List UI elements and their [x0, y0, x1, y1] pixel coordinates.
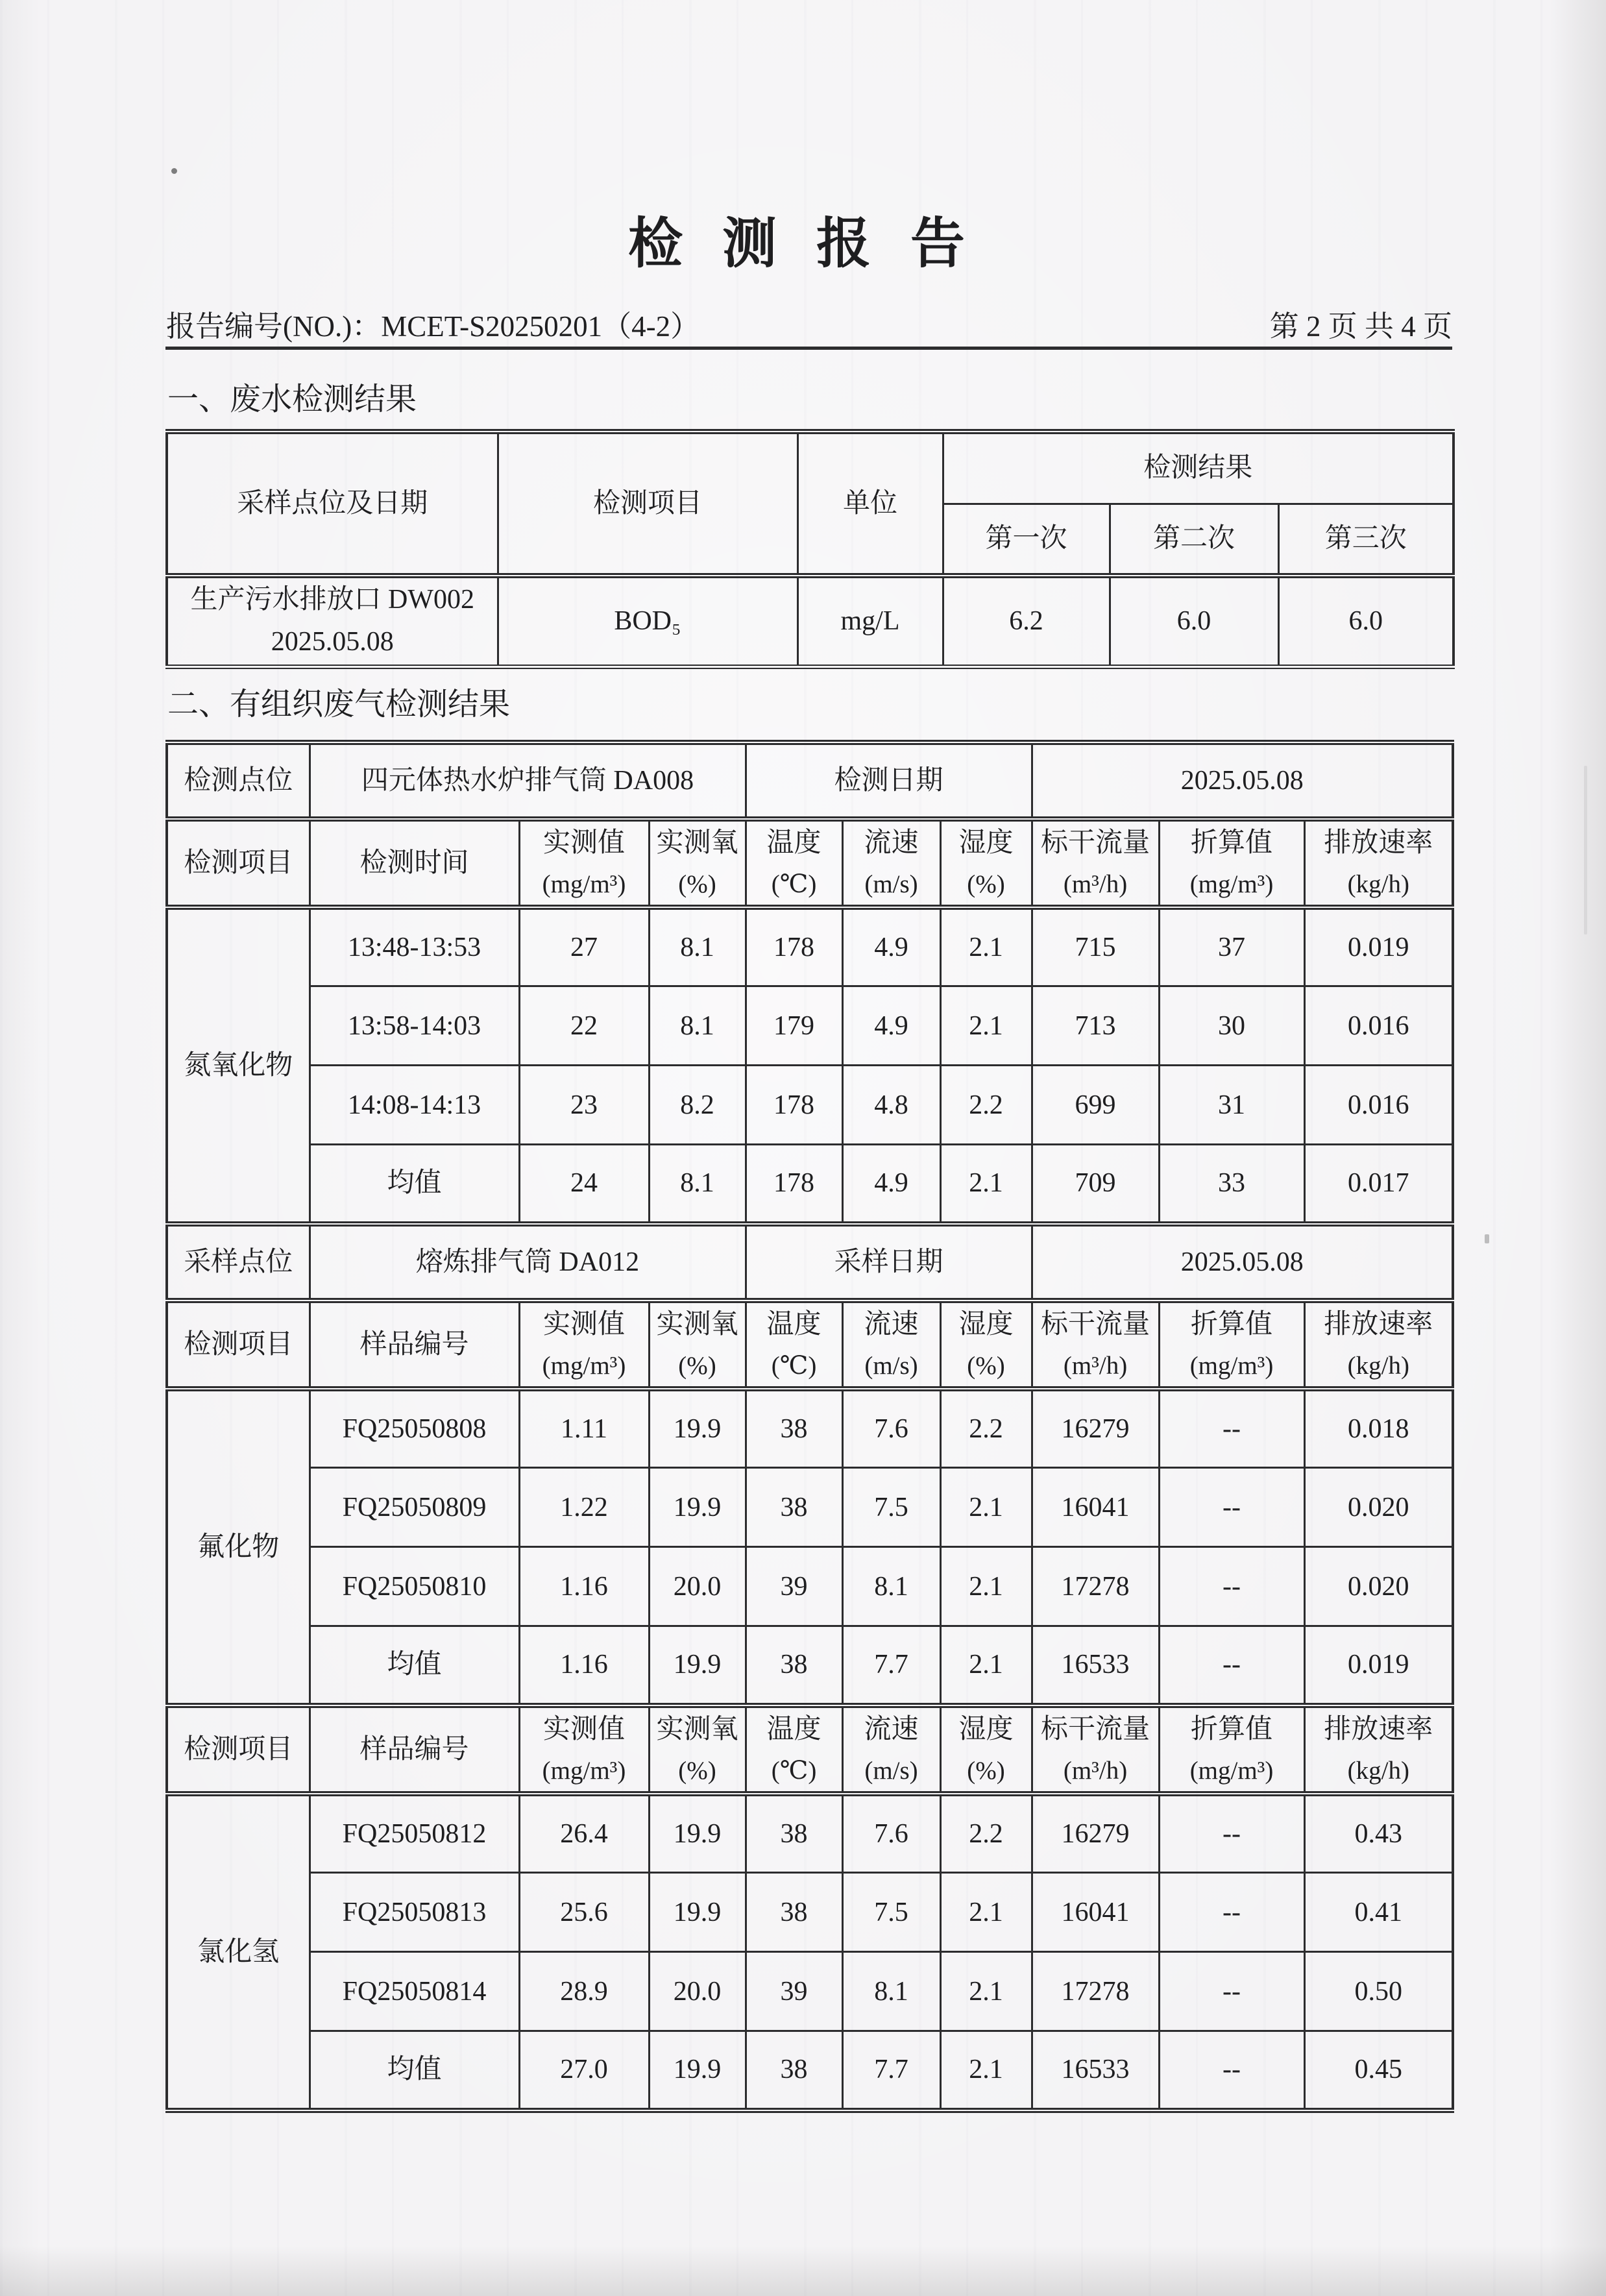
header-cell: [940, 1705, 1032, 1794]
value-cell: 26.4: [519, 1794, 649, 1873]
value-cell: 6.0: [1278, 576, 1454, 666]
table-row: [167, 1794, 1453, 1873]
date-label-cell: 检测日期: [746, 742, 1032, 819]
value-cell: 39: [746, 1952, 842, 2031]
site-info-row: [167, 742, 1453, 819]
site-value-cell: 四元体热水炉排气筒 DA008: [310, 742, 746, 819]
header-label: 流速: [864, 828, 919, 858]
wastewater-table: [165, 429, 1455, 669]
value-cell: 6.2: [943, 576, 1110, 666]
table-header-row: [167, 1705, 1453, 1794]
header-label: 排放速率: [1324, 1714, 1433, 1744]
header-unit: (mg/m³): [1189, 870, 1274, 899]
scan-streak: [1584, 766, 1587, 934]
sample-cell: FQ25050810: [310, 1547, 519, 1626]
header-unit: (℃): [771, 1352, 817, 1380]
header-label: 标干流量: [1041, 1309, 1150, 1339]
value-cell: 8.1: [842, 1952, 940, 2031]
header-label: 排放速率: [1324, 828, 1433, 858]
sample-cell: FQ25050813: [310, 1873, 519, 1952]
value-cell: 24: [519, 1145, 649, 1224]
value-cell: 2.1: [940, 1145, 1032, 1224]
value-cell: --: [1159, 1873, 1304, 1952]
value-cell: 23: [519, 1066, 649, 1145]
value-cell: 2.1: [940, 1468, 1032, 1547]
value-cell: 7.7: [842, 1626, 940, 1705]
header-label: 温度: [766, 828, 821, 858]
value-cell: 0.019: [1304, 907, 1453, 986]
header-unit: (mg/m³): [1189, 1757, 1274, 1785]
value-cell: 7.7: [842, 2031, 940, 2110]
value-cell: 27: [519, 907, 649, 986]
value-cell: 7.5: [842, 1873, 940, 1952]
value-cell: 39: [746, 1547, 842, 1626]
value-cell: 178: [746, 1066, 842, 1145]
header-cell: 单位: [797, 432, 943, 576]
header-label: 排放速率: [1324, 1309, 1433, 1339]
value-cell: 0.018: [1304, 1389, 1453, 1468]
value-cell: 19.9: [649, 1794, 746, 1873]
value-cell: 179: [746, 986, 842, 1066]
value-cell: 1.11: [519, 1389, 649, 1468]
header-label: 湿度: [958, 1309, 1014, 1339]
header-unit: (m³/h): [1063, 1757, 1128, 1785]
value-cell: 16279: [1032, 1794, 1159, 1873]
page-indicator: 第 2 页 共 4 页: [1269, 310, 1452, 343]
header-unit: (m/s): [864, 1352, 918, 1380]
item-cell: BOD₅: [498, 576, 797, 666]
report-number-value: MCET-S20250201（4-2）: [381, 310, 700, 343]
value-cell: 19.9: [649, 1468, 746, 1547]
header-label: 流速: [864, 1714, 919, 1744]
header-cell: [746, 1705, 842, 1794]
header-unit: (%): [678, 1757, 716, 1785]
date-label-cell: 采样日期: [746, 1224, 1032, 1301]
header-cell: [519, 1301, 649, 1389]
value-cell: 0.45: [1304, 2031, 1453, 2110]
value-cell: 1.16: [519, 1547, 649, 1626]
header-cell: 检测项目: [498, 432, 797, 576]
value-cell: 38: [746, 2031, 842, 2110]
header-cell: [746, 819, 842, 907]
mean-label-cell: 均值: [310, 1145, 519, 1224]
value-cell: 0.016: [1304, 986, 1453, 1066]
header-cell: 样品编号: [310, 1705, 519, 1794]
header-cell: [842, 1705, 940, 1794]
value-cell: 22: [519, 986, 649, 1066]
report-meta: [166, 302, 1452, 345]
table-row: [167, 1468, 1453, 1547]
header-cell: [649, 1705, 746, 1794]
value-cell: 8.1: [649, 986, 746, 1066]
table-row: [167, 2031, 1453, 2110]
header-cell: 检测时间: [310, 819, 519, 907]
value-cell: 715: [1032, 907, 1159, 986]
header-cell: 第二次: [1110, 504, 1278, 576]
header-cell: [1304, 1705, 1453, 1794]
header-label: 折算值: [1191, 1309, 1273, 1339]
header-cell: [940, 819, 1032, 907]
value-cell: 7.6: [842, 1794, 940, 1873]
value-cell: 2.1: [940, 1952, 1032, 2031]
time-cell: 14:08-14:13: [310, 1066, 519, 1145]
header-label: 温度: [766, 1309, 821, 1339]
pollutant-cell: 氟化物: [167, 1389, 310, 1705]
header-cell: [842, 1301, 940, 1389]
header-cell: [940, 1301, 1032, 1389]
header-cell: [1032, 1705, 1159, 1794]
section2-heading: 二、有组织废气检测结果: [167, 687, 511, 722]
header-unit: (%): [967, 1757, 1005, 1785]
value-cell: 33: [1159, 1145, 1304, 1224]
header-label: 湿度: [958, 828, 1014, 858]
section1-heading: 一、废水检测结果: [167, 382, 417, 417]
value-cell: 8.1: [842, 1547, 940, 1626]
value-cell: 713: [1032, 986, 1159, 1066]
header-unit: (mg/m³): [1189, 1352, 1274, 1380]
value-cell: 0.43: [1304, 1794, 1453, 1873]
header-label: 流速: [864, 1309, 919, 1339]
value-cell: 2.2: [940, 1794, 1032, 1873]
value-cell: 7.6: [842, 1389, 940, 1468]
table-row: [167, 1066, 1453, 1145]
report-number: [166, 302, 700, 345]
value-cell: 4.9: [842, 1145, 940, 1224]
table-row: [167, 1389, 1453, 1468]
value-cell: 16533: [1032, 1626, 1159, 1705]
value-cell: 4.8: [842, 1066, 940, 1145]
header-label: 实测氧: [656, 1714, 738, 1744]
header-cell: [1032, 819, 1159, 907]
value-cell: 709: [1032, 1145, 1159, 1224]
value-cell: 2.1: [940, 1547, 1032, 1626]
header-cell: [1159, 1301, 1304, 1389]
value-cell: 0.41: [1304, 1873, 1453, 1952]
time-cell: 13:58-14:03: [310, 986, 519, 1066]
page-title: 检 测 报 告: [627, 214, 978, 275]
header-cell: [1304, 1301, 1453, 1389]
value-cell: --: [1159, 1794, 1304, 1873]
value-cell: 16533: [1032, 2031, 1159, 2110]
site-value-cell: 熔炼排气筒 DA012: [310, 1224, 746, 1301]
table-row: [167, 1626, 1453, 1705]
header-cell: [649, 1301, 746, 1389]
header-cell: [746, 1301, 842, 1389]
header-cell: 第三次: [1278, 504, 1454, 576]
header-cell: [1159, 1705, 1304, 1794]
header-label: 实测氧: [656, 828, 738, 858]
header-unit: (m/s): [864, 870, 918, 899]
table-row: [167, 986, 1453, 1066]
header-unit: (%): [678, 1352, 716, 1380]
site-info-row: [167, 1224, 1453, 1301]
header-label: 温度: [766, 1714, 821, 1744]
header-unit: (m³/h): [1063, 1352, 1128, 1380]
header-unit: (m/s): [864, 1757, 918, 1785]
value-cell: 17278: [1032, 1547, 1159, 1626]
value-cell: 8.1: [649, 907, 746, 986]
value-cell: 2.1: [940, 2031, 1032, 2110]
site-name: 生产污水排放口 DW002: [190, 585, 474, 615]
value-cell: 20.0: [649, 1547, 746, 1626]
time-cell: 13:48-13:53: [310, 907, 519, 986]
value-cell: 0.50: [1304, 1952, 1453, 2031]
site-date: 2025.05.08: [271, 627, 394, 657]
header-unit: (%): [967, 1352, 1005, 1380]
table-row: [167, 1145, 1453, 1224]
value-cell: 38: [746, 1389, 842, 1468]
table-row: [167, 1952, 1453, 2031]
table-header-row: [167, 1301, 1453, 1389]
value-cell: 7.5: [842, 1468, 940, 1547]
value-cell: 19.9: [649, 1626, 746, 1705]
value-cell: 1.16: [519, 1626, 649, 1705]
header-unit: (℃): [771, 1757, 817, 1785]
table-header-row: [167, 819, 1453, 907]
header-cell: 第一次: [943, 504, 1110, 576]
value-cell: 27.0: [519, 2031, 649, 2110]
value-cell: 699: [1032, 1066, 1159, 1145]
value-cell: 38: [746, 1468, 842, 1547]
value-cell: 38: [746, 1873, 842, 1952]
sample-cell: FQ25050808: [310, 1389, 519, 1468]
header-unit: (%): [678, 870, 716, 899]
header-label: 实测值: [542, 1714, 625, 1744]
value-cell: 6.0: [1110, 576, 1278, 666]
value-cell: 2.1: [940, 1626, 1032, 1705]
sample-cell: FQ25050814: [310, 1952, 519, 2031]
value-cell: 38: [746, 1626, 842, 1705]
header-unit: (mg/m³): [542, 1757, 626, 1785]
value-cell: 17278: [1032, 1952, 1159, 2031]
value-cell: 30: [1159, 986, 1304, 1066]
mean-label-cell: 均值: [310, 2031, 519, 2110]
pollutant-cell: 氯化氢: [167, 1794, 310, 2110]
report-number-label: 报告编号(NO.)：: [166, 310, 382, 343]
value-cell: 178: [746, 907, 842, 986]
table-row: [167, 576, 1454, 666]
value-cell: 0.020: [1304, 1547, 1453, 1626]
value-cell: 16041: [1032, 1873, 1159, 1952]
exhaust-gas-table: [165, 740, 1454, 2113]
scan-speck: [171, 168, 177, 174]
value-cell: --: [1159, 1389, 1304, 1468]
header-label: 实测值: [542, 828, 625, 858]
header-cell: [842, 819, 940, 907]
value-cell: 178: [746, 1145, 842, 1224]
value-cell: 2.2: [940, 1066, 1032, 1145]
header-unit: (mg/m³): [542, 870, 626, 899]
header-unit: (℃): [771, 870, 817, 899]
header-label: 实测值: [542, 1309, 625, 1339]
value-cell: 16279: [1032, 1389, 1159, 1468]
value-cell: 20.0: [649, 1952, 746, 2031]
value-cell: 0.020: [1304, 1468, 1453, 1547]
header-unit: (%): [967, 870, 1005, 899]
header-label: 标干流量: [1041, 1714, 1150, 1744]
site-label-cell: 检测点位: [167, 742, 310, 819]
header-unit: (mg/m³): [542, 1352, 626, 1380]
header-unit: (kg/h): [1347, 870, 1409, 899]
value-cell: 38: [746, 1794, 842, 1873]
header-label: 折算值: [1191, 828, 1273, 858]
value-cell: --: [1159, 1626, 1304, 1705]
value-cell: 31: [1159, 1066, 1304, 1145]
header-cell: 样品编号: [310, 1301, 519, 1389]
value-cell: 16041: [1032, 1468, 1159, 1547]
value-cell: 0.017: [1304, 1145, 1453, 1224]
value-cell: 19.9: [649, 1389, 746, 1468]
scan-speck: [1485, 1234, 1489, 1243]
sample-cell: FQ25050812: [310, 1794, 519, 1873]
value-cell: 37: [1159, 907, 1304, 986]
header-cell: 采样点位及日期: [167, 432, 498, 576]
value-cell: 19.9: [649, 1873, 746, 1952]
pollutant-cell: 氮氧化物: [167, 907, 310, 1224]
value-cell: 2.1: [940, 1873, 1032, 1952]
date-value-cell: 2025.05.08: [1032, 742, 1453, 819]
header-label: 标干流量: [1041, 828, 1150, 858]
date-value-cell: 2025.05.08: [1032, 1224, 1453, 1301]
value-cell: 2.2: [940, 1389, 1032, 1468]
value-cell: 0.019: [1304, 1626, 1453, 1705]
header-cell: [649, 819, 746, 907]
header-cell: [1159, 819, 1304, 907]
value-cell: 8.2: [649, 1066, 746, 1145]
header-cell: [519, 1705, 649, 1794]
header-label: 湿度: [958, 1714, 1014, 1744]
header-unit: (kg/h): [1347, 1757, 1409, 1785]
table-row: [167, 1547, 1453, 1626]
table-row: [167, 1873, 1453, 1952]
table-row: [167, 907, 1453, 986]
value-cell: 4.9: [842, 986, 940, 1066]
header-unit: (m³/h): [1063, 870, 1128, 899]
header-unit: (kg/h): [1347, 1352, 1409, 1380]
sample-cell: FQ25050809: [310, 1468, 519, 1547]
header-cell: [1304, 819, 1453, 907]
header-cell: 检测项目: [167, 819, 310, 907]
value-cell: 1.22: [519, 1468, 649, 1547]
header-label: 折算值: [1191, 1714, 1273, 1744]
header-divider: [165, 347, 1452, 350]
value-cell: --: [1159, 2031, 1304, 2110]
value-cell: --: [1159, 1952, 1304, 2031]
value-cell: 25.6: [519, 1873, 649, 1952]
value-cell: 28.9: [519, 1952, 649, 2031]
header-cell: 检测项目: [167, 1705, 310, 1794]
value-cell: 8.1: [649, 1145, 746, 1224]
header-label: 实测氧: [656, 1309, 738, 1339]
site-label-cell: 采样点位: [167, 1224, 310, 1301]
table-header-row: [167, 432, 1454, 504]
mean-label-cell: 均值: [310, 1626, 519, 1705]
header-cell: [1032, 1301, 1159, 1389]
value-cell: 2.1: [940, 907, 1032, 986]
header-cell: 检测项目: [167, 1301, 310, 1389]
header-cell: [519, 819, 649, 907]
value-cell: 19.9: [649, 2031, 746, 2110]
value-cell: --: [1159, 1547, 1304, 1626]
header-group-cell: 检测结果: [943, 432, 1454, 504]
value-cell: 0.016: [1304, 1066, 1453, 1145]
value-cell: 2.1: [940, 986, 1032, 1066]
value-cell: --: [1159, 1468, 1304, 1547]
site-cell: [167, 576, 498, 666]
value-cell: 4.9: [842, 907, 940, 986]
unit-cell: mg/L: [797, 576, 943, 666]
